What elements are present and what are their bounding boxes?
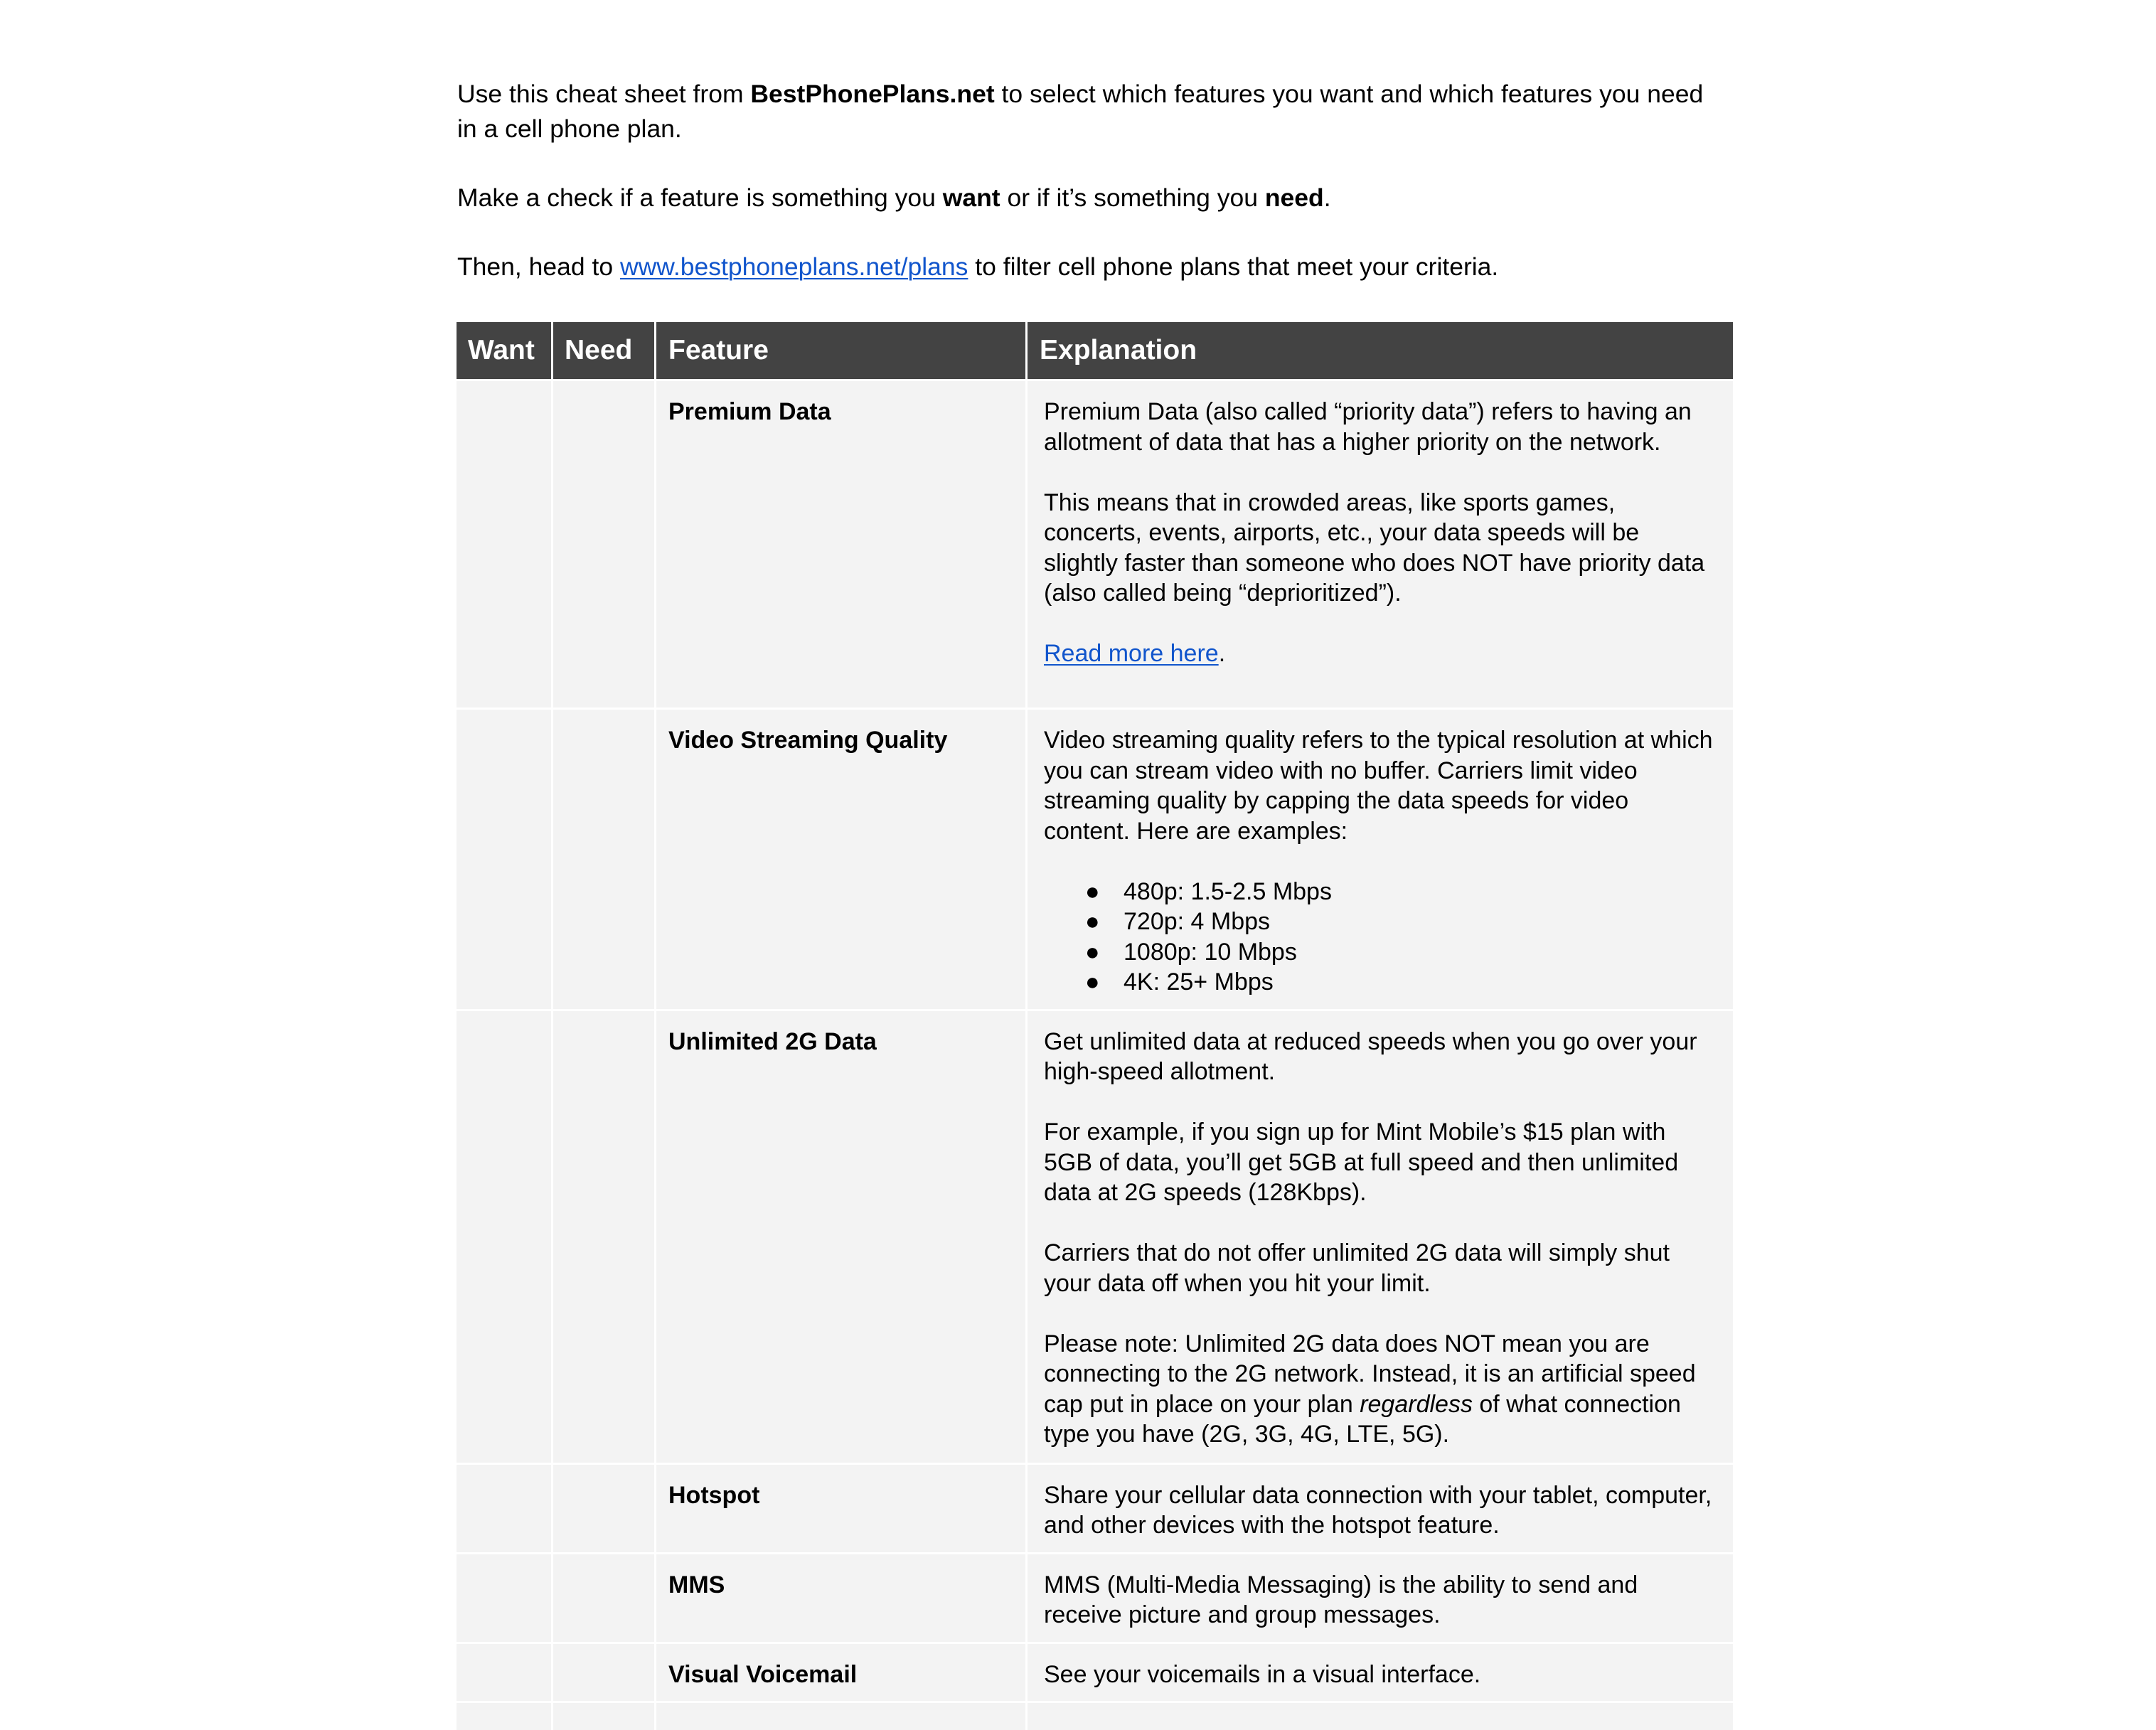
explanation-cell — [1028, 1552, 1733, 1642]
read-more-link[interactable]: Read more here — [1044, 640, 1219, 667]
header-want: Want — [457, 322, 553, 379]
bullet-icon: ● — [1085, 968, 1100, 995]
explanation-paragraph: Carriers that do not offer unlimited 2G data will simply shut your data off when you hit your limit. — [1044, 1239, 1670, 1297]
read-more-line: Read more here. — [1044, 640, 1226, 667]
list-item: ● 480p: 1.5-2.5 Mbps — [1044, 877, 1719, 907]
features-table — [457, 322, 1733, 1730]
italic-emphasis: regardless — [1360, 1390, 1473, 1418]
need-check-cell[interactable] — [553, 1463, 656, 1552]
feature-name: Video Streaming Quality — [656, 708, 1028, 1009]
explanation-cell — [1028, 1009, 1733, 1463]
want-check-cell[interactable] — [457, 1009, 553, 1463]
plans-link[interactable]: www.bestphoneplans.net/plans — [619, 252, 968, 281]
want-emphasis: want — [942, 183, 1000, 212]
header-feature: Feature — [656, 322, 1028, 379]
table-row-unlimited-2g-data — [457, 1009, 1733, 1463]
explanation-paragraph: See your voicemails in a visual interface. — [1044, 1660, 1481, 1688]
explanation-cell — [1028, 708, 1733, 1009]
need-check-cell[interactable] — [553, 379, 656, 708]
feature-name: Hotspot — [656, 1463, 1028, 1552]
explanation-cell — [1028, 1701, 1733, 1730]
need-check-cell[interactable] — [553, 1009, 656, 1463]
explanation-cell — [1028, 1463, 1733, 1552]
want-check-cell[interactable] — [457, 379, 553, 708]
table-row-video-streaming-quality — [457, 708, 1733, 1009]
feature-name: Visual Voicemail — [656, 1642, 1028, 1702]
intro-section — [457, 77, 1737, 284]
explanation-paragraph: This means that in crowded areas, like sports games, concerts, events, airports, etc., your data speeds will be slightly faster than someone who does NOT have priority data (also called being “deprioritized”). — [1044, 488, 1705, 607]
feature-name: MMS — [656, 1552, 1028, 1642]
intro-paragraph-2: Make a check if a feature is something you want or if it’s something you need. — [457, 183, 1331, 212]
explanation-paragraph: Get unlimited data at reduced speeds when you go over your high-speed allotment. — [1044, 1027, 1697, 1085]
want-check-cell[interactable] — [457, 1552, 553, 1642]
need-check-cell[interactable] — [553, 708, 656, 1009]
explanation-cell — [1028, 379, 1733, 708]
list-item: ● 1080p: 10 Mbps — [1044, 937, 1719, 968]
resolution-list — [1044, 877, 1719, 998]
list-item: ● 4K: 25+ Mbps — [1044, 967, 1719, 998]
brand-name: BestPhonePlans.net — [750, 80, 995, 108]
need-check-cell[interactable] — [553, 1701, 656, 1730]
need-emphasis: need — [1264, 183, 1324, 212]
list-item: ● 720p: 4 Mbps — [1044, 907, 1719, 937]
explanation-cell — [1028, 1642, 1733, 1702]
table-row-cutoff — [457, 1701, 1733, 1730]
table-row-mms — [457, 1552, 1733, 1642]
note-paragraph: Please note: Unlimited 2G data does NOT mean you are connecting to the 2G network. Instead, it is an artificial speed cap put in place on your plan regardless of what connection type you have (2G, 3G, 4G, LTE, 5G). — [1044, 1330, 1696, 1448]
table-row-premium-data — [457, 379, 1733, 708]
feature-name — [656, 1701, 1028, 1730]
feature-name: Unlimited 2G Data — [656, 1009, 1028, 1463]
explanation-paragraph: Premium Data (also called “priority data”) refers to having an allotment of data that has a higher priority on the network. — [1044, 398, 1692, 456]
want-check-cell[interactable] — [457, 1642, 553, 1702]
header-explanation: Explanation — [1028, 322, 1733, 379]
explanation-paragraph: Video streaming quality refers to the typical resolution at which you can stream video with no buffer. Carriers limit video streaming quality by capping the data speeds for video content. Here are examples: — [1044, 727, 1713, 845]
need-check-cell[interactable] — [553, 1642, 656, 1702]
bullet-icon: ● — [1085, 938, 1100, 966]
bullet-icon: ● — [1085, 877, 1100, 905]
table-row-visual-voicemail — [457, 1642, 1733, 1702]
want-check-cell[interactable] — [457, 1701, 553, 1730]
intro-paragraph-1: Use this cheat sheet from BestPhonePlans.net to select which features you want and which features you need in a cell phone plan. — [457, 80, 1704, 143]
table-row-hotspot — [457, 1463, 1733, 1552]
bullet-icon: ● — [1085, 908, 1100, 935]
explanation-paragraph: For example, if you sign up for Mint Mobile’s $15 plan with 5GB of data, you’ll get 5GB at full speed and then unlimited data at 2G speeds (128Kbps). — [1044, 1118, 1679, 1206]
header-need: Need — [553, 322, 656, 379]
want-check-cell[interactable] — [457, 1463, 553, 1552]
want-check-cell[interactable] — [457, 708, 553, 1009]
feature-name: Premium Data — [656, 379, 1028, 708]
explanation-paragraph: MMS (Multi-Media Messaging) is the ability to send and receive picture and group messages. — [1044, 1571, 1638, 1628]
explanation-paragraph: Share your cellular data connection with your tablet, computer, and other devices with the hotspot feature. — [1044, 1481, 1712, 1539]
table-header-row — [457, 322, 1733, 379]
intro-paragraph-3: Then, head to www.bestphoneplans.net/plans to filter cell phone plans that meet your criteria. — [457, 252, 1499, 281]
need-check-cell[interactable] — [553, 1552, 656, 1642]
